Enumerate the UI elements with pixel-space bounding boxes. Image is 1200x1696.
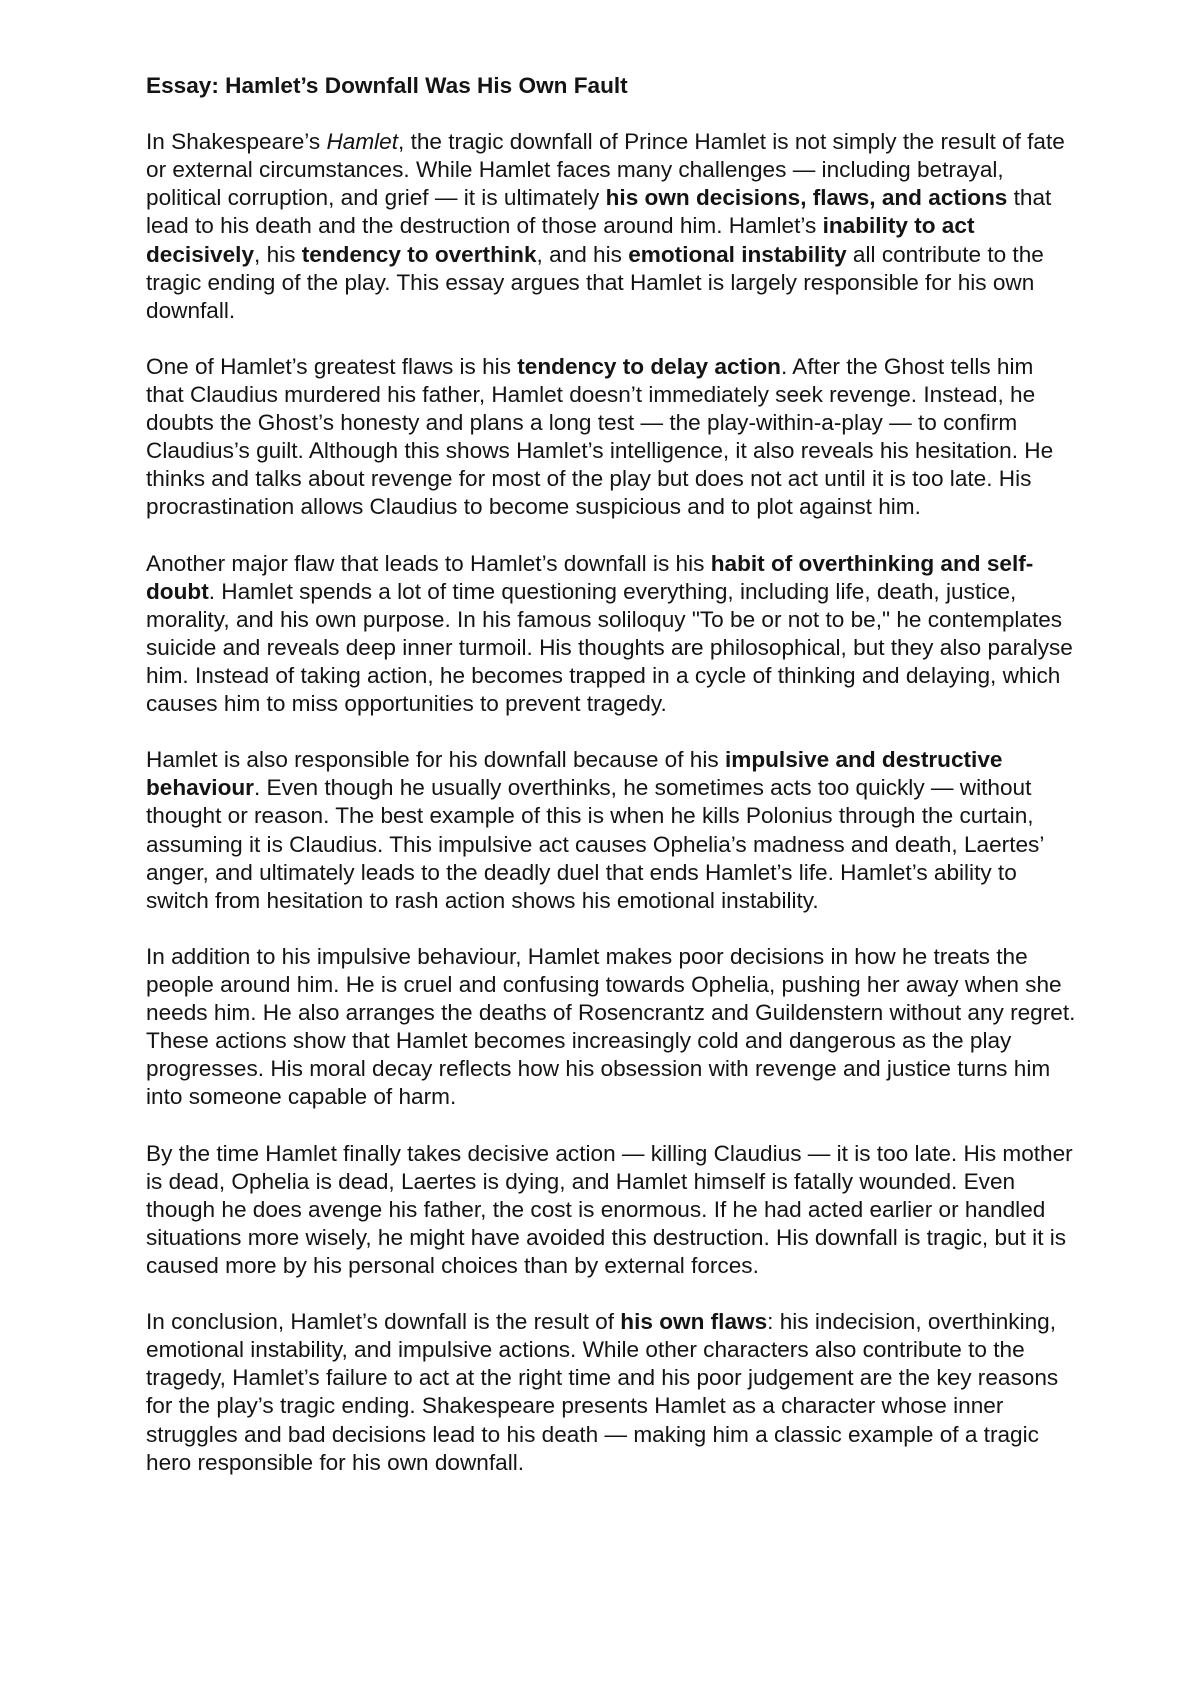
late-action-paragraph: By the time Hamlet finally takes decisive action — killing Claudius — it is too late. His mother is dead, Ophelia is dead, Laertes is dying, and Hamlet himself is fatally wounded. Even though he does avenge his father, the cost is enormous. If he had acted earlier or handled situations more wisely, he might have avoided this destruction. His downfall is tragic, but it is caused more by his personal choices than by external forces. [146, 1140, 1073, 1278]
delay-paragraph [146, 353, 1076, 522]
intro-bold-2: inability to act decisively [146, 213, 975, 267]
impulsive-paragraph [146, 746, 1076, 915]
overthinking-text-2: . Hamlet spends a lot of time questioning everything, including life, death, justice, morality, and his own purpose. In his famous soliloquy "To be or not to be," he contemplates suicide and reveals deep inner turmoil. His thoughts are philosophical, but they also paralyse him. Instead of taking action, he becomes trapped in a cycle of thinking and delaying, which causes him to miss opportunities to prevent tragedy. [146, 578, 1073, 717]
impulsive-text-1: Hamlet is also responsible for his downfall because of his [146, 747, 725, 773]
intro-text-6: all contribute to the tragic ending of the play. This essay argues that Hamlet is largely responsible for his own downfall. [146, 241, 1044, 323]
intro-bold-3: tendency to overthink [301, 241, 537, 267]
intro-text-1: In Shakespeare’s [146, 129, 327, 155]
intro-text-2: , the tragic downfall of Prince Hamlet is not simply the result of fate or external circumstances. While Hamlet faces many challenges — including betrayal, political corruption, and grief — it is ultimately [146, 129, 1065, 211]
intro-text-4: , his [254, 241, 302, 267]
overthinking-paragraph [146, 550, 1076, 719]
intro-paragraph [146, 128, 1076, 325]
impulsive-bold: impulsive and destructive behaviour [146, 747, 1003, 801]
intro-bold-1: his own decisions, flaws, and actions [605, 185, 1008, 211]
overthinking-bold: habit of overthinking and self-doubt [146, 550, 1034, 604]
document-page [146, 72, 1076, 1505]
delay-text-1: One of Hamlet’s greatest flaws is his [146, 353, 518, 379]
delay-bold: tendency to delay action [517, 353, 781, 379]
conclusion-text-2: : his indecision, overthinking, emotional instability, and impulsive actions. While other characters also contribute to the tragedy, Hamlet’s failure to act at the right time and his poor judgement are the key reasons for the play’s tragic ending. Shakespeare presents Hamlet as a character whose inner struggles and bad decisions lead to his death — making him a classic example of a tragic hero responsible for his own downfall. [146, 1309, 1059, 1475]
conclusion-text-1: In conclusion, Hamlet’s downfall is the result of [146, 1309, 621, 1335]
conclusion-bold: his own flaws [620, 1309, 768, 1335]
play-title: Hamlet [326, 129, 399, 155]
treatment-paragraph: In addition to his impulsive behaviour, Hamlet makes poor decisions in how he treats the people around him. He is cruel and confusing towards Ophelia, pushing her away when she needs him. He also arranges the deaths of Rosencrantz and Guildenstern without any regret. These actions show that Hamlet becomes increasingly cold and dangerous as the play progresses. His moral decay reflects how his obsession with revenge and justice turns him into someone capable of harm. [146, 943, 1076, 1110]
conclusion-paragraph [146, 1308, 1076, 1477]
essay-title: Essay: Hamlet’s Downfall Was His Own Fault [146, 73, 628, 98]
intro-bold-4: emotional instability [628, 241, 847, 267]
delay-text-2: . After the Ghost tells him that Claudius murdered his father, Hamlet doesn’t immediately seek revenge. Instead, he doubts the Ghost’s honesty and plans a long test — the play-within-a-play — to confirm Claudius’s guilt. Although this shows Hamlet’s intelligence, it also reveals his hesitation. He thinks and talks about revenge for most of the play but does not act until it is too late. His procrastination allows Claudius to become suspicious and to plot against him. [146, 353, 1054, 520]
overthinking-text-1: Another major flaw that leads to Hamlet’s downfall is his [146, 550, 711, 576]
intro-text-5: , and his [536, 241, 629, 267]
intro-text-3: that lead to his death and the destruction of those around him. Hamlet’s [146, 185, 1052, 239]
impulsive-text-2: . Even though he usually overthinks, he sometimes acts too quickly — without thought or reason. The best example of this is when he kills Polonius through the curtain, assuming it is Claudius. This impulsive act causes Ophelia’s madness and death, Laertes’ anger, and ultimately leads to the deadly duel that ends Hamlet’s life. Hamlet’s ability to switch from hesitation to rash action shows his emotional instability. [146, 775, 1044, 913]
